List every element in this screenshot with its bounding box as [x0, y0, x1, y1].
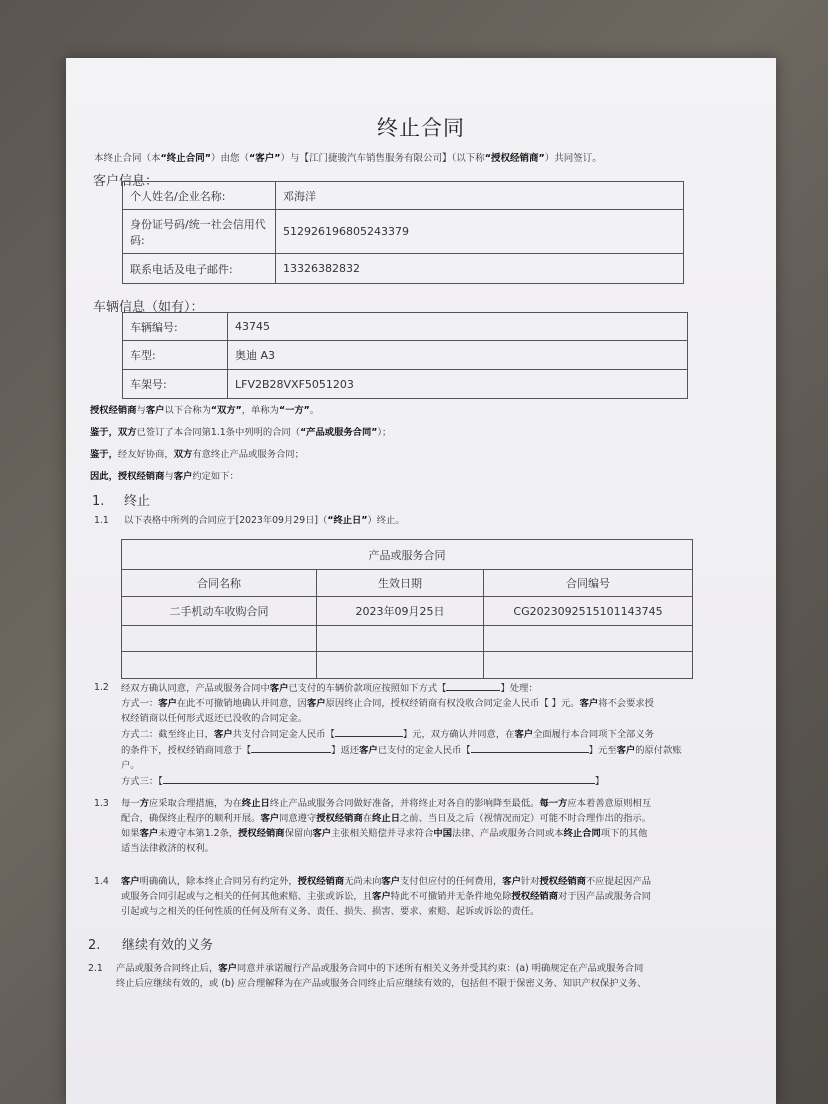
clause-number: 1.1	[94, 515, 109, 526]
term: 每一方	[539, 798, 568, 809]
clause-2-1	[116, 961, 756, 991]
table-cell: 2023年09月25日	[317, 597, 484, 626]
term: 客户	[514, 729, 534, 740]
text: 的条件下，授权经销商同意于【	[121, 745, 252, 756]
term: 客户	[260, 813, 280, 824]
clause-1-2	[121, 680, 751, 789]
section-title: 继续有效的义务	[122, 938, 214, 953]
table-cell	[484, 652, 693, 679]
table-row	[123, 370, 688, 399]
text: 针对	[520, 876, 540, 887]
text: 】处理：	[500, 683, 538, 694]
section-title: 终止	[124, 494, 151, 509]
table-cell	[317, 652, 484, 679]
text: 配合，确保终止程序的顺利开展。	[121, 813, 261, 824]
customer-heading: 客户信息：	[93, 174, 159, 189]
term: 客户	[121, 876, 140, 887]
table-cell	[122, 626, 317, 652]
table-cell: 二手机动车收购合同	[122, 597, 317, 626]
table-row	[123, 341, 688, 370]
table-row	[122, 597, 693, 626]
clause-line: 适当法律救济的权利。	[121, 843, 214, 854]
clause-line	[121, 889, 751, 904]
term: 客户	[306, 698, 326, 709]
term: 授权经销商	[316, 813, 363, 824]
term: 授权经销商	[511, 891, 559, 902]
text: 应采取合理措施，为在	[148, 798, 242, 809]
section-2-heading	[88, 934, 213, 953]
document-title: 终止合同	[377, 116, 465, 140]
section-number: 2.	[88, 938, 101, 953]
clause-line	[121, 773, 751, 789]
clause-line: 引起或与之相关的任何性质的任何及所有义务、责任、损失、损害、要求、索赔、起诉或诉讼的责任。	[121, 906, 540, 917]
recital-therefore	[90, 469, 730, 484]
term: 方	[139, 798, 149, 809]
term: 客户	[579, 698, 599, 709]
text: 项下的其他	[600, 828, 648, 839]
clause-line	[121, 796, 751, 811]
clause-1-3	[121, 796, 751, 856]
table-cell	[317, 626, 484, 652]
term: 客户	[139, 828, 159, 839]
recital-whereas-2	[90, 447, 730, 462]
vehicle-info-table	[122, 312, 688, 399]
term: 终止日	[241, 798, 270, 809]
term: 鉴于，	[90, 449, 118, 460]
clause-1-3-number: 1.3	[94, 798, 109, 809]
cell-label: 车辆编号:	[123, 313, 228, 341]
cell-label: 个人姓名/企业名称:	[123, 182, 276, 210]
term: 中国	[433, 828, 452, 839]
text: 】元，双方确认并同意，在	[402, 729, 515, 740]
text: 以下表格中所列的合同应于[2023年09月29日]（	[124, 515, 328, 526]
text: ）；	[377, 427, 392, 438]
text: 】	[594, 776, 605, 787]
text: 全面履行本合同项下全部义务	[533, 729, 654, 740]
clause-line	[121, 742, 751, 758]
section-1-heading	[92, 490, 150, 509]
method-three-blank[interactable]	[163, 773, 595, 784]
term: 客户	[372, 891, 391, 902]
text: ）终止。	[367, 515, 405, 526]
term: 授权经销商	[238, 828, 285, 839]
term: 客户	[213, 729, 233, 740]
intro-text: ）由您（	[211, 153, 250, 164]
term: 客户	[312, 828, 332, 839]
term: 客户	[381, 876, 400, 887]
table-cell	[484, 626, 693, 652]
clause-1-4	[121, 874, 751, 919]
text: 明确确认，除本终止合同另有约定外，	[139, 876, 298, 887]
intro-term: “终止合同”	[160, 153, 212, 164]
text: 共支付合同定金人民币【	[232, 729, 335, 740]
text: ，单称为	[241, 405, 279, 416]
text: 经双方确认同意，产品或服务合同中	[121, 683, 270, 694]
term: 客户	[359, 745, 378, 756]
cell-label: 车型:	[123, 341, 228, 370]
text: 法律、产品或服务合同或本	[452, 828, 564, 839]
section-number: 1.	[92, 494, 105, 509]
text: 同意遵守	[279, 813, 317, 824]
term: 终止合同	[563, 828, 601, 839]
table-row	[122, 626, 693, 652]
text: 如果	[121, 828, 140, 839]
clause-line	[121, 726, 751, 742]
recital-parties	[90, 403, 730, 418]
text: 不应提起因产品	[585, 876, 652, 887]
clause-line	[121, 680, 751, 696]
term: 因此，	[90, 471, 118, 482]
text: 保留向	[284, 828, 313, 839]
contract-page	[66, 58, 776, 1104]
text: 应本着善意原则相互	[567, 798, 652, 809]
text: 经友好协商，	[117, 449, 174, 460]
text: 同意并承诺履行产品或服务合同中的下述所有相关义务并受其约束：(a) 明确规定在产品或服务合同	[236, 963, 644, 974]
text: 有意终止产品或服务合同；	[192, 449, 304, 460]
table-row	[123, 182, 684, 210]
intro-term: “授权经销商”	[484, 153, 545, 164]
term: 客户	[173, 471, 193, 482]
text: 将不会要求授	[598, 698, 654, 709]
clause-line	[121, 826, 751, 841]
cell-label: 身份证号码/统一社会信用代码:	[123, 210, 276, 254]
refund-amount-blank[interactable]	[471, 742, 589, 753]
term: 终止日	[372, 813, 400, 824]
text: 与	[164, 471, 174, 482]
term: 双方	[173, 449, 193, 460]
table-cell: CG2023092515101143745	[484, 597, 693, 626]
recital-whereas-1	[90, 425, 730, 440]
text: 对于因产品或服务合同	[558, 891, 651, 902]
text: 特此不可撤销并无条件地免除	[390, 891, 512, 902]
clause-line: 户。	[121, 760, 140, 771]
intro-line	[94, 150, 602, 164]
table-row	[122, 652, 693, 679]
clause-1-2-number: 1.2	[94, 682, 109, 693]
cell-value: 43745	[228, 313, 688, 341]
term: “双方”	[210, 405, 242, 416]
text: 已支付的车辆价款项应按照如下方式【	[288, 683, 447, 694]
text: 已签订了本合同第1.1条中列明的合同（	[136, 427, 301, 438]
text: 与	[136, 405, 146, 416]
product-contract-table	[121, 539, 693, 679]
cell-value: LFV2B28VXF5051203	[228, 370, 688, 399]
column-header: 合同名称	[122, 570, 317, 597]
term: 客户	[269, 683, 289, 694]
column-header: 合同编号	[484, 570, 693, 597]
term: “终止日”	[327, 515, 368, 526]
intro-term: “客户”	[249, 153, 281, 164]
text: 已支付的定金人民币【	[377, 745, 471, 756]
clause-2-1-number: 2.1	[88, 963, 103, 974]
table-row	[123, 210, 684, 254]
cell-label: 联系电话及电子邮件:	[123, 254, 276, 284]
text: 主张相关赔偿并寻求符合	[331, 828, 434, 839]
text: 约定如下：	[192, 471, 239, 482]
text: 未遵守本第1.2条，	[158, 828, 239, 839]
text: 在	[362, 813, 373, 824]
text: 之前、当日及之后（视情况而定）可能不时合理作出的指示。	[400, 813, 652, 824]
text: 产品或服务合同终止后，	[116, 963, 219, 974]
term: 客户	[145, 405, 165, 416]
method-blank[interactable]	[446, 680, 500, 691]
cell-value: 邓海洋	[276, 182, 684, 210]
clause-line	[121, 811, 751, 826]
intro-text: ）共同签订。	[544, 153, 602, 164]
table-caption: 产品或服务合同	[122, 540, 693, 570]
text: 或服务合同引起或与之相关的任何其他索赔、主张或诉讼，且	[121, 891, 373, 902]
text: 。	[309, 405, 320, 416]
intro-text: 本终止合同（本	[94, 153, 161, 164]
cell-value: 512926196805243379	[276, 210, 684, 254]
term: “产品或服务合同”	[300, 427, 378, 438]
term: 授权经销商	[90, 405, 137, 416]
term: 授权经销商	[539, 876, 586, 887]
column-header: 生效日期	[317, 570, 484, 597]
term: “一方”	[278, 405, 310, 416]
intro-text: ）与【江门捷骏汽车销售服务有限公司】（以下称	[280, 153, 485, 164]
term: 双方	[117, 427, 137, 438]
text: 方式三：【	[121, 776, 163, 787]
term: 客户	[502, 876, 521, 887]
text: 】返还	[331, 745, 360, 756]
clause-line: 终止后应继续有效的，或 (b) 应合理解释为在产品或服务合同终止后应继续有效的，包括但不限于保密义务、知识产权保护义务、	[116, 978, 647, 989]
text: 方式一：	[121, 698, 159, 709]
text: 原因终止合同，授权经销商有权没收合同定金人民币【 】元。	[325, 698, 580, 709]
text: 的原付款账	[635, 745, 682, 756]
clause-line	[116, 961, 756, 976]
term: 授权经销商	[297, 876, 345, 887]
customer-info-table	[122, 181, 684, 284]
text: 方式二：截至终止日，	[121, 729, 214, 740]
table-row	[123, 313, 688, 341]
text: 每一	[121, 798, 140, 809]
clause-line	[121, 874, 751, 889]
vehicle-heading: 车辆信息（如有）：	[93, 300, 204, 315]
term: 授权经销商	[117, 471, 165, 482]
text: 在此不可撤销地确认并同意，因	[176, 698, 307, 709]
cell-label: 车架号:	[123, 370, 228, 399]
term: 客户	[616, 745, 636, 756]
clause-line	[121, 696, 751, 711]
text: 】元至	[588, 745, 617, 756]
text: 无尚未向	[344, 876, 382, 887]
deposit-amount-blank[interactable]	[335, 726, 403, 737]
table-cell	[122, 652, 317, 679]
table-caption-row	[122, 540, 693, 570]
cell-value: 13326382832	[276, 254, 684, 284]
term: 客户	[218, 963, 237, 974]
table-row	[123, 254, 684, 284]
refund-date-blank[interactable]	[251, 742, 331, 753]
table-header-row	[122, 570, 693, 597]
term: 鉴于，	[90, 427, 118, 438]
clause-1-1	[94, 513, 734, 528]
text: 终止产品或服务合同做好准备，并将终止对各自的影响降至最低。	[269, 798, 540, 809]
text: 支付但应付的任何费用，	[399, 876, 503, 887]
cell-value: 奥迪 A3	[228, 341, 688, 370]
clause-line: 权经销商以任何形式返还已没收的合同定金。	[121, 713, 307, 724]
text: 以下合称为	[164, 405, 211, 416]
clause-1-4-number: 1.4	[94, 876, 109, 887]
term: 客户	[158, 698, 177, 709]
